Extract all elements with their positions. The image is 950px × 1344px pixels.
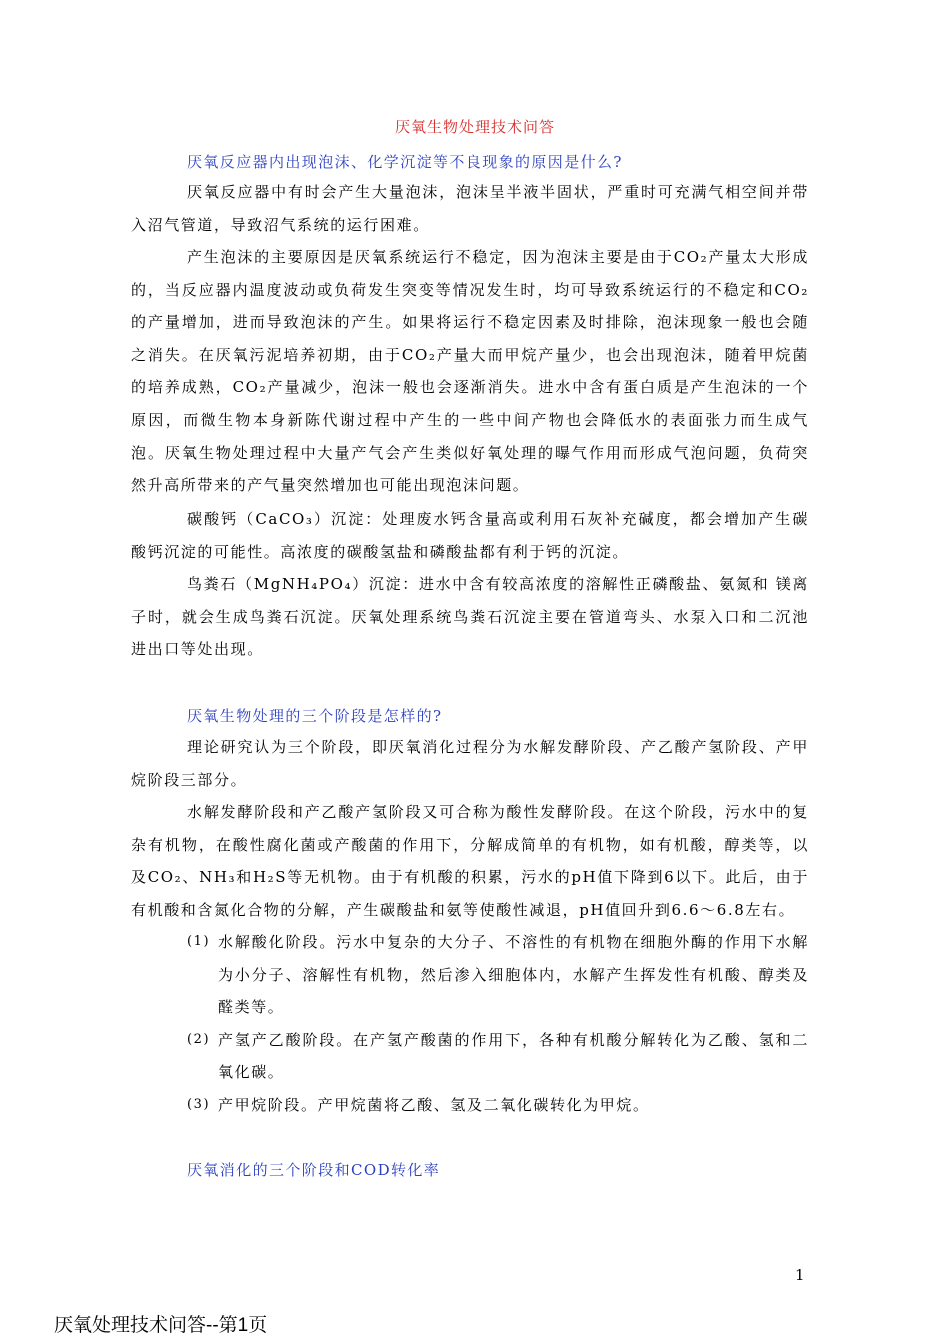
section1-paragraph-3: 碳酸钙（CaCO₃）沉淀：处理废水钙含量高或利用石灰补充碱度，都会增加产生碳酸钙沉淀的可能性。高浓度的碳酸氢盐和磷酸盐都有利于钙的沉淀。 [131,510,809,561]
section1-question: 厌氧反应器内出现泡沫、化学沉淀等不良现象的原因是什么? [187,153,623,171]
section1-paragraph-2: 产生泡沫的主要原因是厌氧系统运行不稳定，因为泡沫主要是由于CO₂产量太大形成的，当反应器内温度波动或负荷发生突变等情况发生时，均可导致系统运行的不稳定和CO₂的产量增加，进而导致泡沫的产生。如果将运行不稳定因素及时排除，泡沫现象一般也会随之消失。在厌氧污泥培养初期，由于CO₂产量大而甲烷产量少，也会出现泡沫，随着甲烷菌的培养成熟，CO₂产量减少，泡沫一般也会逐渐消失。进水中含有蛋白质是产生泡沫的一个原因，而微生物本身新陈代谢过程中产生的一些中间产物也会降低水的表面张力而生成气泡。厌氧生物处理过程中大量产气会产生类似好氧处理的曝气作用而形成气泡问题，负荷突然升高所带来的产气量突然增加也可能出现泡沫问题。 [131,248,809,495]
list-item-text: 水解酸化阶段。污水中复杂的大分子、不溶性的有机物在细胞外酶的作用下水解为小分子、溶解性有机物，然后渗入细胞体内，水解产生挥发性有机酸、醇类及醛类等。 [218,933,809,1017]
list-item [131,926,809,1024]
list-item [131,1089,809,1122]
section1-paragraph-1: 厌氧反应器中有时会产生大量泡沫，泡沫呈半液半固状，严重时可充满气相空间并带入沼气管道，导致沼气系统的运行困难。 [131,183,809,234]
document-title: 厌氧生物处理技术问答 [394,118,555,136]
list-item-text: 产甲烷阶段。产甲烷菌将乙酸、氢及二氧化碳转化为甲烷。 [218,1095,650,1114]
stages-list [131,926,809,1122]
list-item-number: (3) [187,1096,211,1112]
list-item-text: 产氢产乙酸阶段。在产氢产酸菌的作用下，各种有机酸分解转化为乙酸、氢和二氧化碳。 [218,1030,809,1082]
list-item-number: (1) [187,934,211,949]
section3-question: 厌氧消化的三个阶段和COD转化率 [187,1161,441,1179]
page-footer: 厌氧处理技术问答--第1页 [54,1315,268,1336]
list-item-number: (2) [187,1031,211,1047]
page-number: 1 [795,1266,805,1284]
section2-paragraph-2: 水解发酵阶段和产乙酸产氢阶段又可合称为酸性发酵阶段。在这个阶段，污水中的复杂有机物，在酸性腐化菌或产酸菌的作用下，分解成简单的有机物，如有机酸，醇类等，以及CO₂、NH₃和H₂S等无机物。由于有机酸的积累，污水的pH值下降到6以下。此后，由于有机酸和含氮化合物的分解，产生碳酸盐和氨等使酸性减退，pH值回升到6.6～6.8左右。 [131,803,809,919]
section2-question: 厌氧生物处理的三个阶段是怎样的? [187,707,443,725]
list-item [131,1024,809,1089]
section2-paragraph-1: 理论研究认为三个阶段，即厌氧消化过程分为水解发酵阶段、产乙酸产氢阶段、产甲烷阶段三部分。 [131,738,809,789]
section1-paragraph-4: 鸟粪石（MgNH₄PO₄）沉淀：进水中含有较高浓度的溶解性正磷酸盐、氨氮和 镁离子时，就会生成鸟粪石沉淀。厌氧处理系统鸟粪石沉淀主要在管道弯头、水泵入口和二沉池进出口等处出现。 [131,575,809,659]
